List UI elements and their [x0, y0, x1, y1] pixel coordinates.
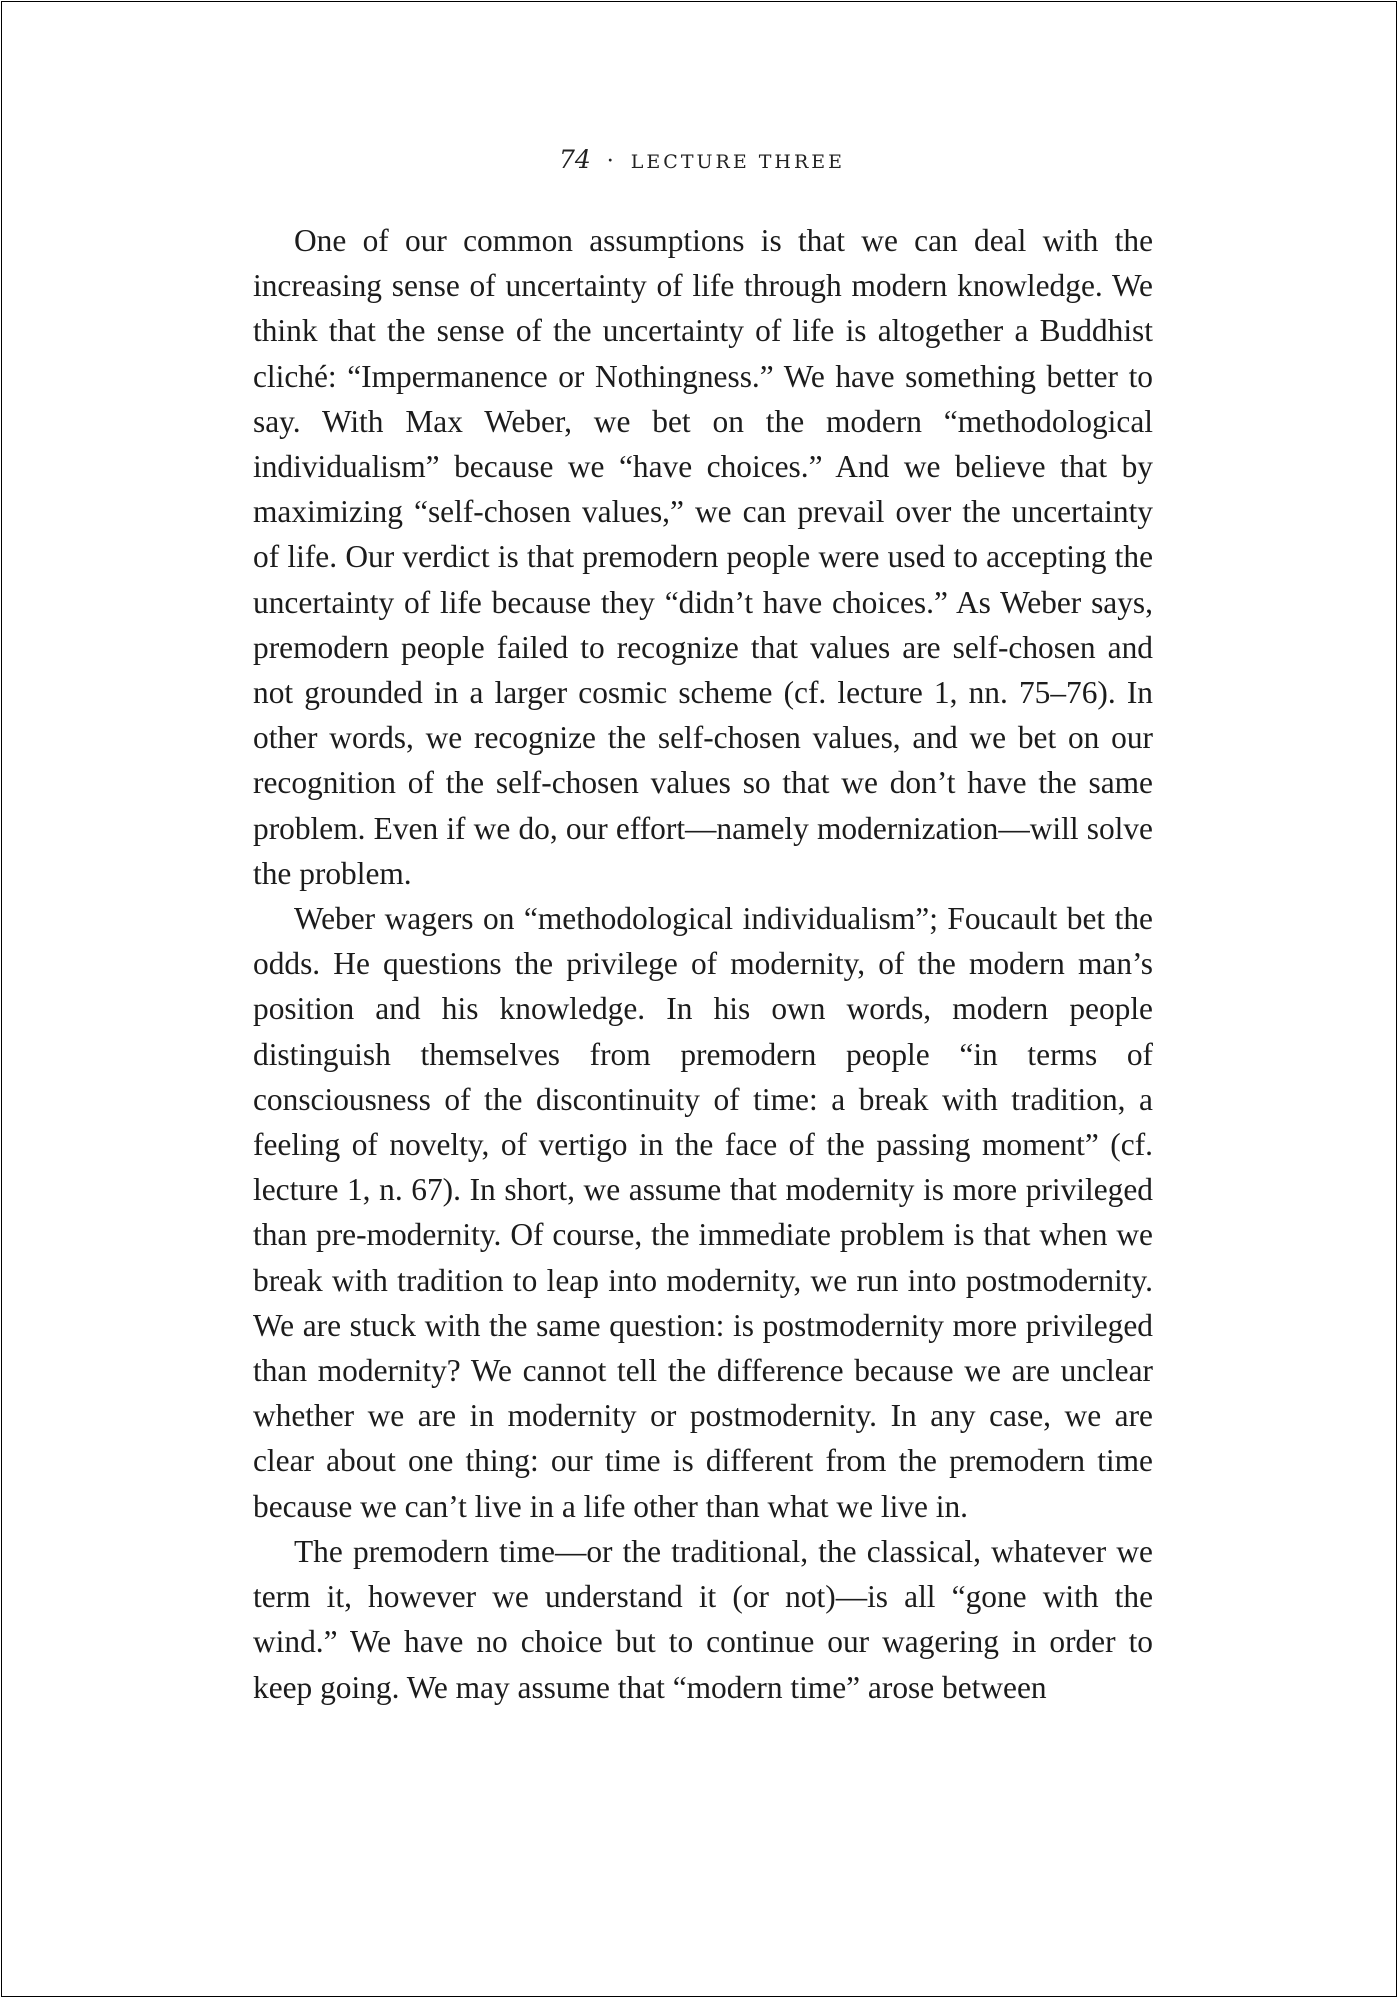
page: [1, 1, 1397, 1997]
body-text: [253, 218, 1153, 1710]
chapter-title: LECTURE THREE: [630, 151, 846, 173]
running-head: [2, 145, 1400, 174]
page-number: 74: [558, 145, 591, 174]
paragraph: The premodern time—or the traditional, the classical, whatever we term it, however we understand it (or not)—is all “gone with the wind.” We have no choice but to continue our wagering in order to keep going. We may assume that “modern time” arose between: [253, 1533, 1153, 1705]
paragraph: Weber wagers on “methodological individualism”; Foucault bet the odds. He questions the privilege of modernity, of the modern man’s position and his knowledge. In his own words, modern people distinguish themselves from premodern people “in terms of consciousness of the discontinuity of time: a break with tradition, a feeling of novelty, of vertigo in the face of the passing moment” (cf. lecture 1, n. 67). In short, we assume that modernity is more privileged than pre-modernity. Of course, the immediate problem is that when we break with tradition to leap into modernity, we run into postmodernity. We are stuck with the same question: is postmodernity more privileged than modernity? We cannot tell the difference because we are unclear whether we are in modernity or postmodernity. In any case, we are clear about one thing: our time is different from the premodern time because we can’t live in a life other than what we live in.: [253, 901, 1153, 1524]
header-separator: ·: [606, 149, 615, 174]
paragraph: One of our common assumptions is that we can deal with the increasing sense of uncertainty of life through modern knowledge. We think that the sense of the uncertainty of life is altogether a Buddhist cliché: “Impermanence or Nothingness.” We have something better to say. With Max Weber, we bet on the modern “methodological individualism” because we “have choices.” And we believe that by maximizing “self-chosen values,” we can prevail over the uncertainty of life. Our verdict is that premodern people were used to accepting the uncertainty of life because they “didn’t have choices.” As Weber says, premodern people failed to recognize that values are self-chosen and not grounded in a larger cosmic scheme (cf. lecture 1, nn. 75–76). In other words, we recognize the self-chosen values, and we bet on our recognition of the self-chosen values so that we don’t have the same problem. Even if we do, our effort—namely modernization—will solve the problem.: [253, 223, 1153, 891]
